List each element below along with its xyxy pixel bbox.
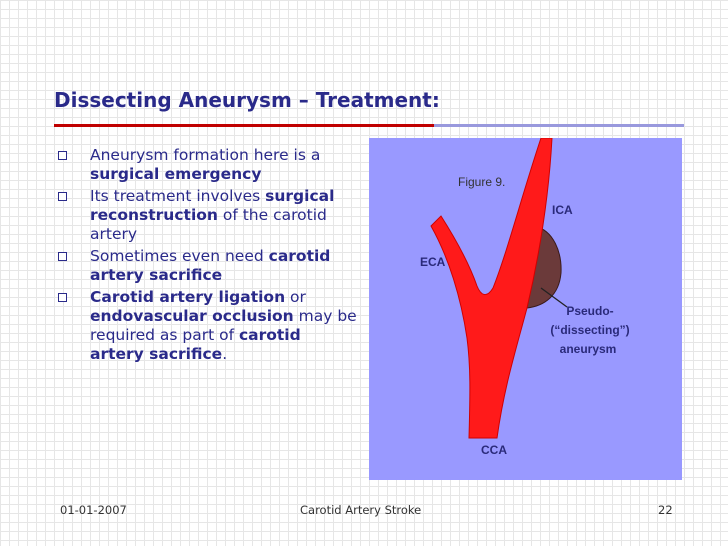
bullet-text-bold: Carotid artery ligation	[90, 288, 286, 306]
bullet-text: of the carotid artery	[90, 206, 327, 243]
label-eca: ECA	[420, 255, 446, 269]
title-underline-red	[54, 124, 434, 127]
carotid-diagram	[369, 138, 682, 480]
bullet-text: or	[285, 288, 306, 306]
carotid-figure	[369, 138, 682, 480]
bullet-list	[58, 146, 358, 367]
label-cca: CCA	[481, 443, 507, 457]
bullet-text-bold: endovascular occlusion	[90, 307, 294, 325]
bullet-text: .	[222, 345, 228, 363]
footer-page-number: 22	[658, 503, 673, 517]
bullet-text-bold: carotid artery sacrifice	[90, 326, 301, 363]
figure-caption: Figure 9.	[458, 175, 506, 189]
bullet-square-icon	[58, 252, 67, 261]
bullet-item	[58, 187, 358, 244]
bullet-square-icon	[58, 151, 67, 160]
bullet-text: Sometimes even need	[90, 247, 269, 265]
bullet-text-bold: surgical reconstruction	[90, 187, 335, 224]
label-aneurysm-line1: Pseudo-	[566, 304, 614, 318]
footer-date: 01-01-2007	[60, 503, 127, 517]
bullet-square-icon	[58, 192, 67, 201]
label-ica: ICA	[552, 203, 573, 217]
title-underline-blue	[434, 124, 684, 127]
bullet-item	[58, 146, 358, 184]
label-aneurysm-line3: aneurysm	[559, 342, 617, 356]
bullet-item	[58, 247, 358, 285]
bullet-square-icon	[58, 293, 67, 302]
bullet-text: Its treatment involves	[90, 187, 266, 205]
bullet-item	[58, 288, 358, 364]
footer-title: Carotid Artery Stroke	[300, 503, 422, 517]
label-aneurysm-line2: (“dissecting”)	[550, 323, 630, 337]
bullet-text: may be required as part of	[90, 307, 357, 344]
slide-title: Dissecting Aneurysm – Treatment:	[54, 88, 440, 112]
bullet-text-bold: surgical emergency	[90, 165, 262, 183]
bullet-text: Aneurysm formation here is a	[90, 146, 321, 164]
bullet-text-bold: carotid artery sacrifice	[90, 247, 331, 284]
